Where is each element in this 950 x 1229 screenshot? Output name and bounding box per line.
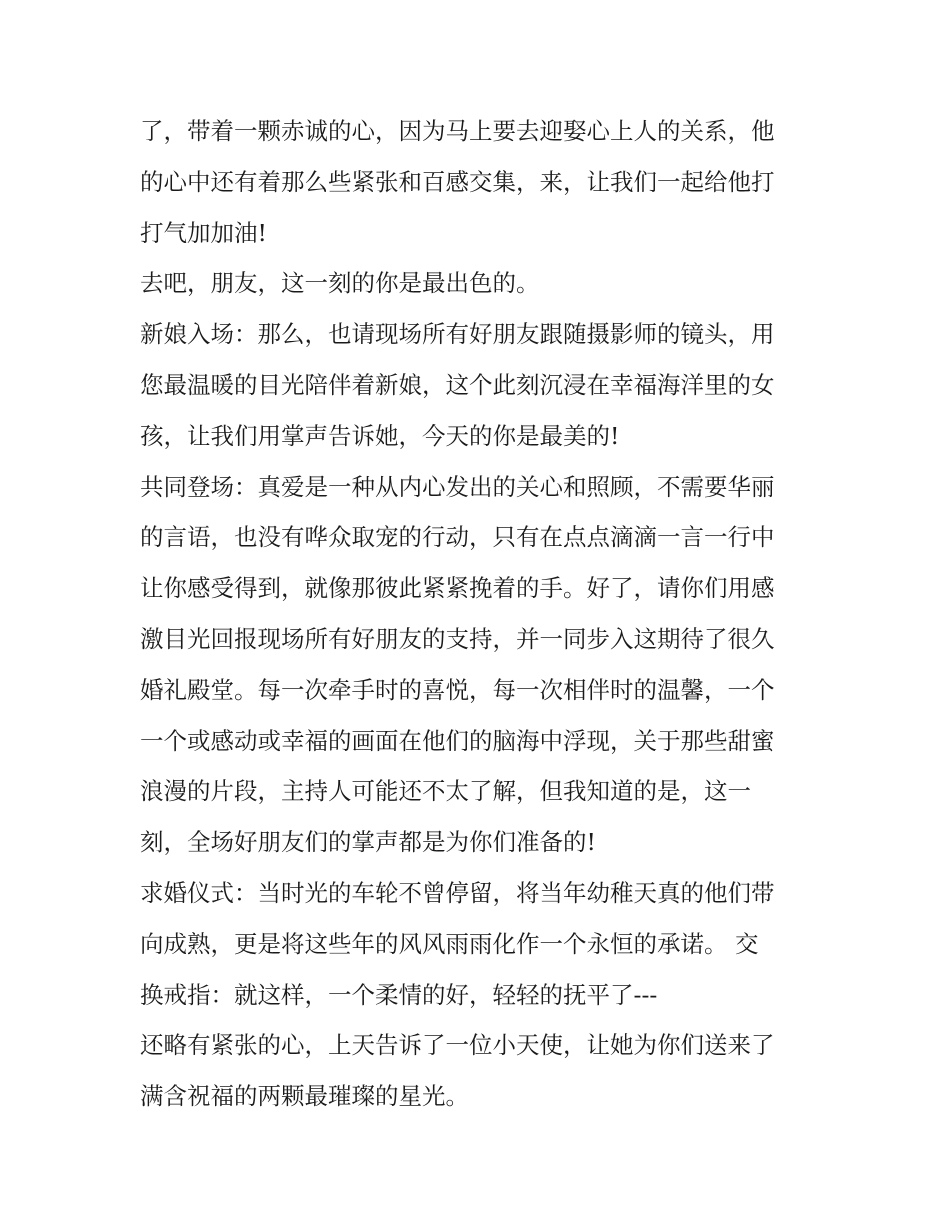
text-line: 您最温暖的目光陪伴着新娘，这个此刻沉浸在幸福海洋里的女 <box>140 370 775 399</box>
text-line: 打气加加油! <box>140 218 267 247</box>
text-line: 婚礼殿堂。每一次牵手时的喜悦，每一次相伴时的温馨，一个 <box>140 675 775 704</box>
text-line: 去吧，朋友，这一刻的你是最出色的。 <box>140 269 540 298</box>
text-line: 还略有紧张的心，上天告诉了一位小天使，让她为你们送来了 <box>140 1031 775 1060</box>
text-line: 的言语，也没有哗众取宠的行动，只有在点点滴滴一言一行中 <box>140 523 775 552</box>
text-line: 共同登场：真爱是一种从内心发出的关心和照顾，不需要华丽 <box>140 472 775 501</box>
text-line: 一个或感动或幸福的画面在他们的脑海中浮现，关于那些甜蜜 <box>140 726 775 755</box>
text-line: 激目光回报现场所有好朋友的支持，并一同步入这期待了很久 <box>140 624 775 653</box>
text-line: 满含祝福的两颗最璀璨的星光。 <box>140 1082 469 1111</box>
text-line: 向成熟，更是将这些年的风风雨雨化作一个永恒的承诺。 交 <box>140 929 759 958</box>
text-line: 了，带着一颗赤诚的心，因为马上要去迎娶心上人的关系，他 <box>140 117 775 145</box>
text-line: 的心中还有着那么些紧张和百感交集，来，让我们一起给他打 <box>140 167 775 196</box>
text-line: 新娘入场：那么，也请现场所有好朋友跟随摄影师的镜头，用 <box>140 320 775 349</box>
text-line: 浪漫的片段，主持人可能还不太了解，但我知道的是，这一 <box>140 777 751 806</box>
text-line: 换戒指：就这样，一个柔情的好，轻轻的抚平了--- <box>140 980 658 1009</box>
text-line: 求婚仪式：当时光的车轮不曾停留，将当年幼稚天真的他们带 <box>140 878 775 907</box>
text-line: 让你感受得到，就像那彼此紧紧挽着的手。好了，请你们用感 <box>140 574 775 603</box>
text-line: 刻，全场好朋友们的掌声都是为你们准备的! <box>140 828 596 857</box>
text-line: 孩，让我们用掌声告诉她，今天的你是最美的! <box>140 421 620 450</box>
document-body <box>140 106 820 1122</box>
